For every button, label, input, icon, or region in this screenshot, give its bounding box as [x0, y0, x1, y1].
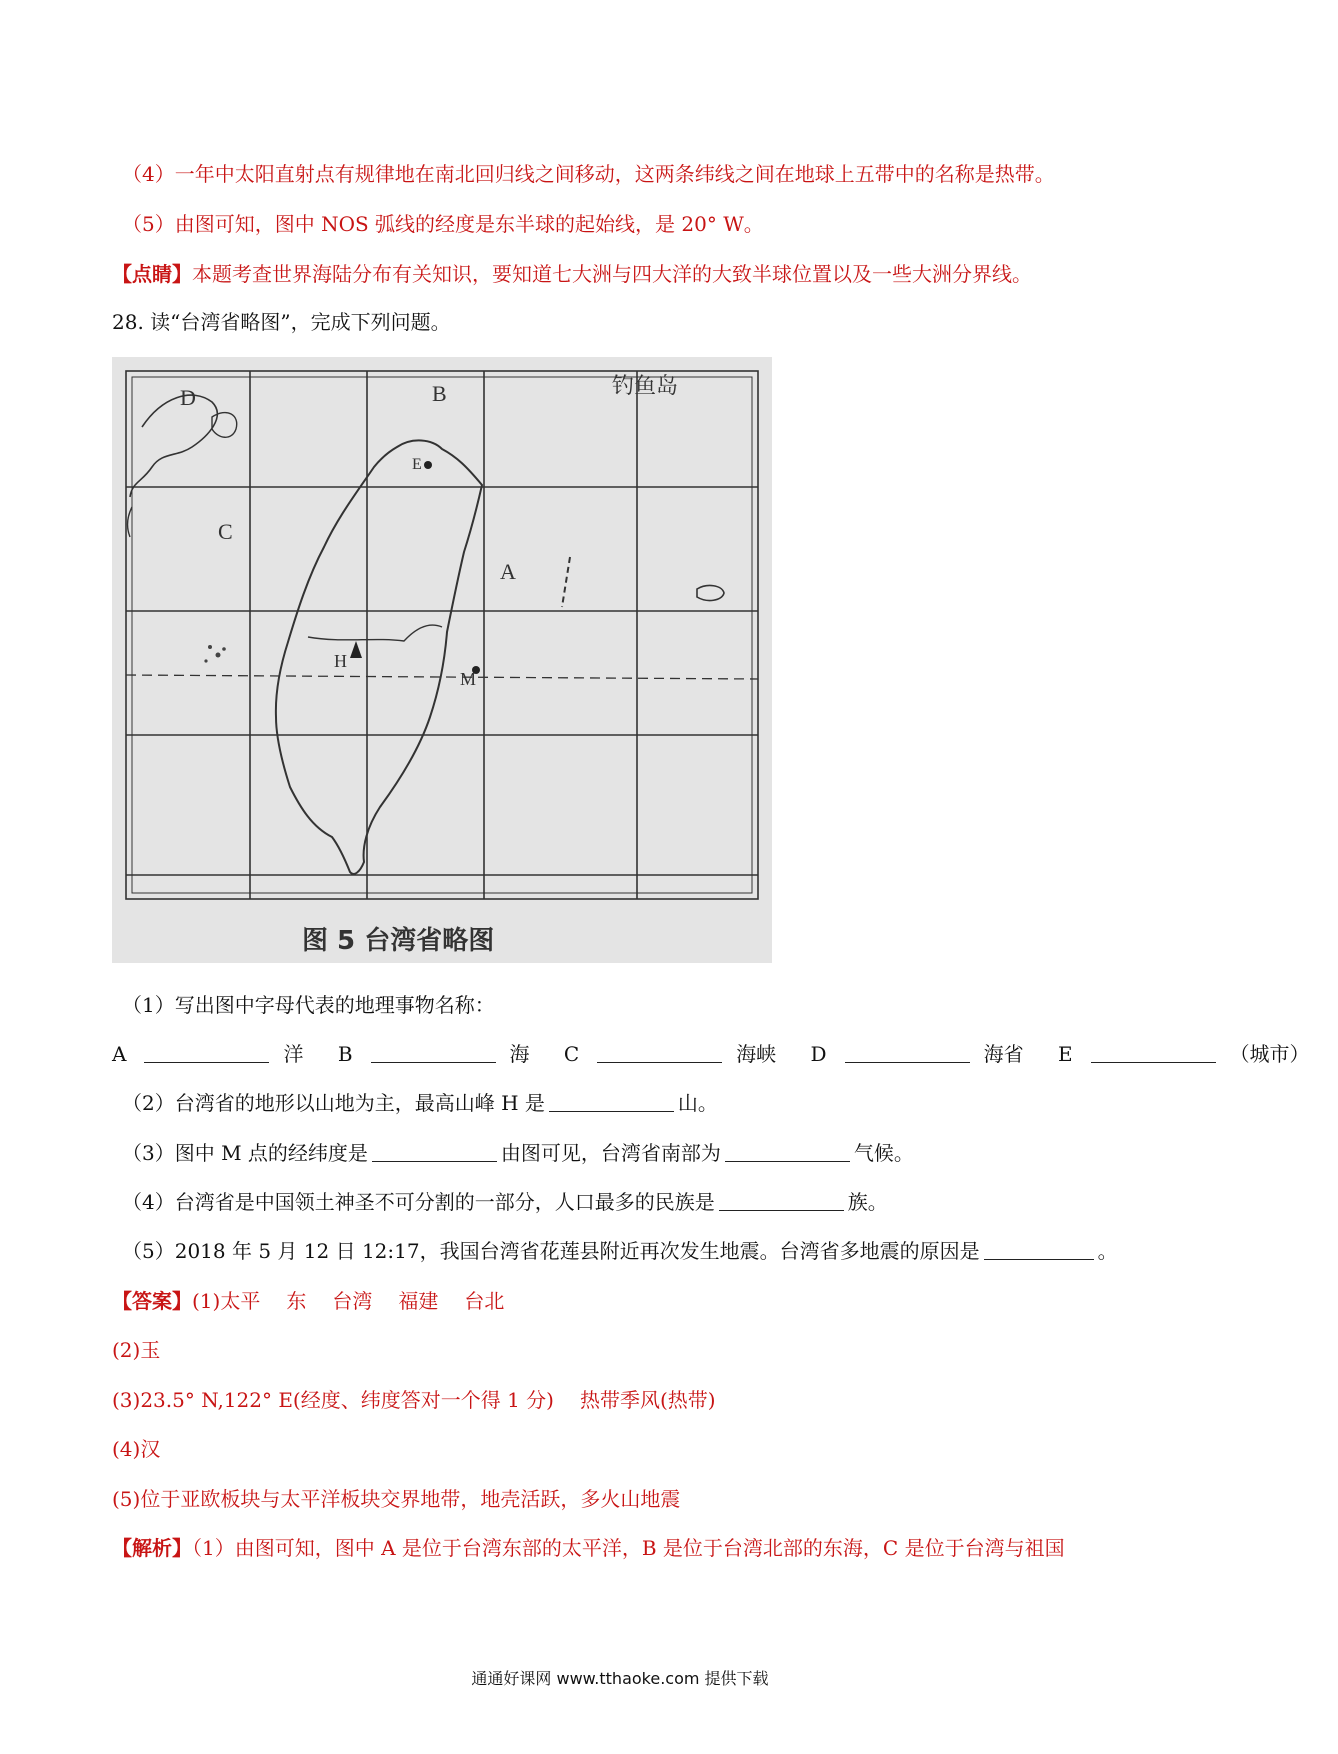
page-footer: 通通好课网 www.tthaoke.com 提供下载 [471, 1669, 769, 1688]
q4-text: （4）台湾省是中国领土神圣不可分割的一部分，人口最多的民族是 族。 [122, 1190, 888, 1214]
q3-text: （3）图中 M 点的经纬度是 由图可见，台湾省南部为 气候。 [122, 1141, 914, 1165]
label-d: D [180, 385, 196, 410]
prev-answer-5: （5）由图可知，图中 NOS 弧线的经度是东半球的起始线，是 20° W。 [122, 212, 764, 236]
tip-text: 本题考查世界海陆分布有关知识，要知道七大洲与四大洋的大致半球位置以及一些大洲分界线。 [192, 262, 1032, 286]
blank-q5[interactable] [984, 1239, 1094, 1260]
label-diaoyu: 钓鱼岛 [612, 374, 679, 399]
blank-a[interactable] [144, 1042, 269, 1063]
blank-d[interactable] [845, 1042, 970, 1063]
q5-text: （5）2018 年 5 月 12 日 12:17，我国台湾省花莲县附近再次发生地震。台湾省多地震的原因是 。 [122, 1239, 1118, 1263]
taiwan-map [112, 357, 772, 963]
q2-text: （2）台湾省的地形以山地为主，最高山峰 H 是 山。 [122, 1091, 718, 1115]
q1-text: （1）写出图中字母代表的地理事物名称： [122, 993, 495, 1017]
blank-q3-a[interactable] [372, 1141, 497, 1162]
blank-q3-b[interactable] [725, 1141, 850, 1162]
q1-a: A 洋 [112, 1042, 304, 1066]
blank-b[interactable] [371, 1042, 496, 1063]
city-e-dot [424, 461, 432, 469]
label-c: C [218, 519, 233, 544]
answer-2: (2)玉 [112, 1338, 161, 1362]
prev-answer-4: （4）一年中太阳直射点有规律地在南北回归线之间移动，这两条纬线之间在地球上五带中的名称是热带。 [122, 162, 1055, 186]
answer-4: (4)汉 [112, 1437, 161, 1461]
answer-1: 【答案】(1)太平 东 台湾 福建 台北 [112, 1289, 505, 1313]
analysis-tag: 【解析】 [112, 1536, 192, 1560]
q1-d: D 海省 [810, 1042, 1024, 1066]
answer-tag: 【答案】 [112, 1289, 192, 1313]
label-b: B [432, 381, 447, 406]
blank-q2[interactable] [549, 1091, 674, 1112]
prev-tip [112, 260, 1032, 288]
q1-b: B 海 [337, 1042, 530, 1066]
tip-tag: 【点睛】 [112, 262, 192, 286]
label-a: A [500, 559, 516, 584]
question-stem: 28. 读“台湾省略图”，完成下列问题。 [112, 310, 451, 334]
label-e: E [412, 456, 422, 473]
q1-e: E （城市） [1057, 1042, 1310, 1066]
blank-c[interactable] [597, 1042, 722, 1063]
analysis-1: 【解析】（1）由图可知，图中 A 是位于台湾东部的太平洋，B 是位于台湾北部的东海，C 是位于台湾与祖国 [112, 1536, 1065, 1560]
taiwan-map-figure [112, 357, 772, 963]
q1-fill-row [112, 1040, 1338, 1068]
label-h: H [334, 651, 347, 671]
map-caption: 图 5 台湾省略图 [302, 926, 495, 956]
label-m: M [460, 669, 477, 689]
answer-5: (5)位于亚欧板块与太平洋板块交界地带，地壳活跃，多火山地震 [112, 1487, 681, 1511]
blank-q4[interactable] [719, 1190, 844, 1211]
q1-c: C 海峡 [563, 1042, 777, 1066]
answer-3: (3)23.5° N,122° E(经度、纬度答对一个得 1 分) 热带季风(热带) [112, 1388, 716, 1412]
blank-e[interactable] [1091, 1042, 1216, 1063]
